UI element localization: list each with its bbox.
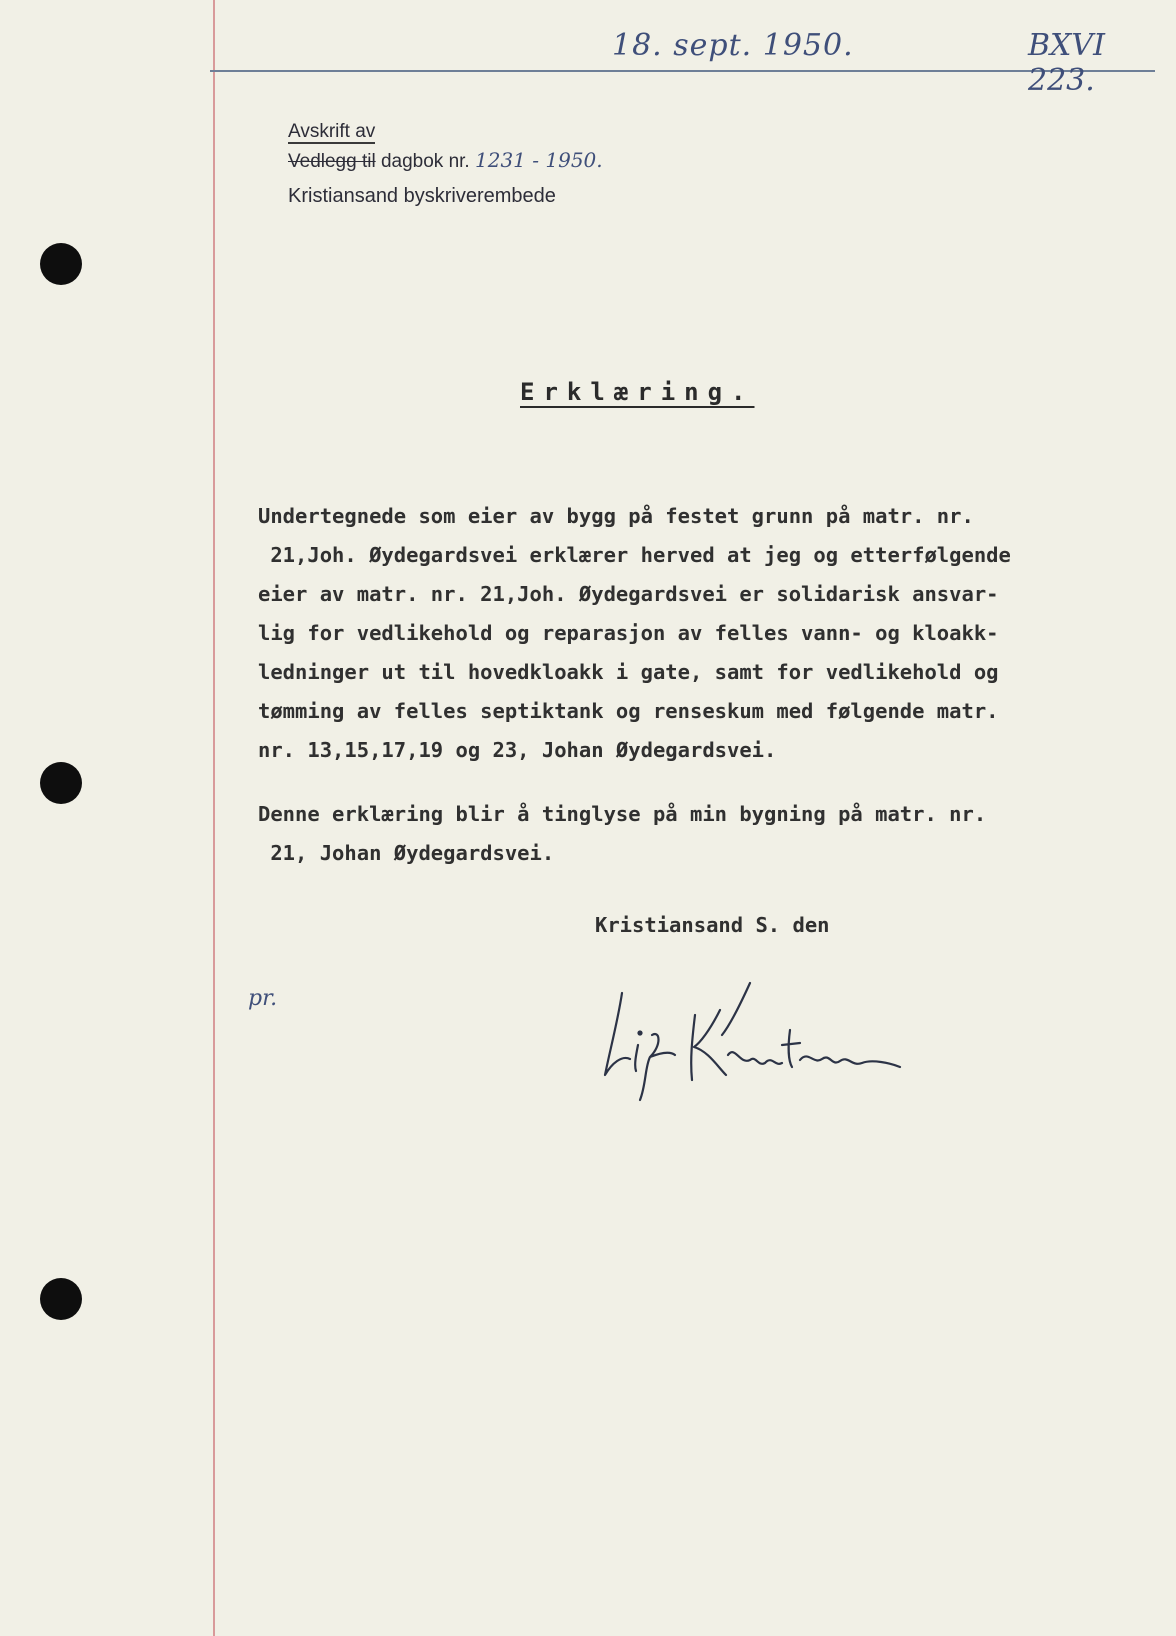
punch-hole-bottom bbox=[40, 1278, 82, 1320]
margin-rule bbox=[213, 0, 215, 1636]
stamp-line-1 bbox=[288, 118, 603, 146]
header-rule bbox=[210, 70, 1155, 72]
handwritten-reference: BXVI 223. bbox=[1028, 28, 1105, 98]
declaration-paragraph-1: Undertegnede som eier av bygg på festet grunn på matr. nr. 21,Joh. Øydegardsvei erklærer herved at jeg og etterfølgende eier av matr. nr. 21,Joh. Øydegardsvei er solidarisk ansvar- lig for vedlikehold og reparasjon av felles vann- og kloakk- ledninger ut til hovedkloakk i gate, samt for vedlikehold og tømming av felles septiktank og renseskum med følgende matr. nr. 13,15,17,19 og 23, Johan Øydegardsvei. bbox=[258, 504, 1011, 762]
margin-mark: pr. bbox=[248, 986, 278, 1011]
stamp-office: Kristiansand byskriverembede bbox=[288, 185, 556, 207]
handwritten-date: 18. sept. 1950. bbox=[612, 28, 854, 63]
registry-stamp bbox=[288, 118, 603, 210]
stamp-avskrift-label: Avskrift av bbox=[288, 121, 376, 142]
stamp-line-2 bbox=[288, 146, 603, 176]
handwritten-signature bbox=[600, 975, 940, 1115]
punch-hole-top bbox=[40, 243, 82, 285]
document-title: Erklæring. bbox=[520, 378, 755, 406]
punch-hole-middle bbox=[40, 762, 82, 804]
stamp-dagbok-label: dagbok nr. bbox=[380, 151, 470, 172]
stamp-dagbok-number: 1231 - 1950. bbox=[475, 148, 603, 172]
declaration-paragraph-2: Denne erklæring blir å tinglyse på min bygning på matr. nr. 21, Johan Øydegardsvei. bbox=[258, 802, 987, 865]
place-and-date-line: Kristiansand S. den bbox=[595, 913, 830, 937]
stamp-vedlegg-label: Vedlegg til bbox=[288, 151, 376, 172]
